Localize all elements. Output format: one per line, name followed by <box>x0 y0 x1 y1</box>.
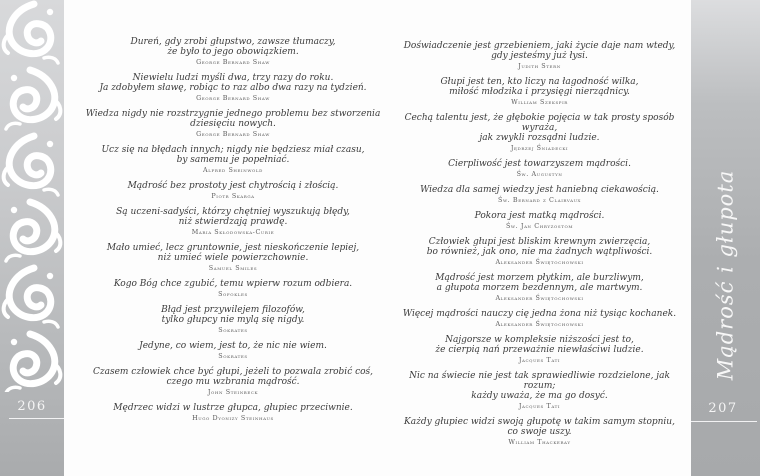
quote-line: czego mu wzbrania mądrość. <box>166 377 300 387</box>
quote-author: Aleksander Świętochowski <box>495 320 584 328</box>
quote-block <box>392 185 687 204</box>
quote-block <box>392 211 687 230</box>
quote-block <box>392 237 687 266</box>
quote-block <box>82 305 384 334</box>
quote-author: Sokrates <box>218 352 248 360</box>
quote-block <box>82 181 384 200</box>
quote-line: Pokora jest matką mądrości. <box>474 211 605 221</box>
quote-line: dziesięciu nowych. <box>190 119 276 129</box>
quote-line: niż stwierdzają prawdę. <box>178 217 288 227</box>
quote-line: bo również, jak ono, nie ma żadnych wątpliwości. <box>426 247 653 257</box>
page-spread-content <box>64 0 691 476</box>
quote-author: Św. Augustyn <box>516 170 563 178</box>
quote-block <box>82 279 384 298</box>
quote-block <box>392 273 687 302</box>
quote-block <box>82 145 384 174</box>
quote-line: Człowiek głupi jest bliskim krewnym zwierzęcia, <box>428 237 651 247</box>
quote-line: Są uczeni-sadyści, którzy chętniej wyszukują błędy, <box>116 207 350 217</box>
quote-line: Głupi jest ten, kto liczy na łagodność wilka, <box>440 77 639 87</box>
quote-line: gdy jesteśmy już łysi. <box>491 51 588 61</box>
quote-author: Jacques Tati <box>518 402 561 410</box>
quote-line: że cierpią nań przeważnie niewłaściwi ludzie. <box>435 345 644 355</box>
quote-line: by samemu je popełniać. <box>176 155 290 165</box>
quote-block <box>392 417 687 446</box>
quote-line: Ucz się na błędach innych; nigdy nie będziesz miał czasu, <box>101 145 365 155</box>
quote-line: Błąd jest przywilejem filozofów, <box>161 305 305 315</box>
page-number-rule-left <box>9 418 64 419</box>
quote-author: Judith Stern <box>518 62 561 70</box>
quote-block <box>82 367 384 396</box>
spine-title-wrap <box>691 150 760 400</box>
quote-block <box>392 335 687 364</box>
quote-block <box>392 41 687 70</box>
quote-line: Wiedza dla samej wiedzy jest haniebną ciekawością. <box>420 185 659 195</box>
quote-author: William Szekspir <box>511 98 568 106</box>
quote-author: Hugo Dyonizy Steinhaus <box>192 414 274 422</box>
quote-block <box>392 371 687 410</box>
quote-line: Wiedza nigdy nie rozstrzygnie jednego problemu bez stworzenia <box>85 109 381 119</box>
floral-flourish-icon <box>0 0 64 392</box>
quote-author: William Thackeray <box>508 438 571 446</box>
quote-author: George Bernard Shaw <box>196 58 270 66</box>
quote-block <box>82 37 384 66</box>
left-page-quotes <box>82 37 384 422</box>
quote-author: Jędrzej Śniadecki <box>510 144 569 152</box>
quote-line: Mądrość jest morzem płytkim, ale burzliwym, <box>435 273 644 283</box>
quote-line: Dureń, gdy zrobi głupstwo, zawsze tłumaczy, <box>130 37 336 47</box>
quote-line: każdy uważa, że ma go dosyć. <box>471 391 608 401</box>
quote-line: a głupota morzem bezdennym, ale martwym. <box>436 283 643 293</box>
quote-line: Najgorsze w kompleksie niższości jest to, <box>445 335 634 345</box>
quote-line: miłość młodzika i przysięgi nierządnicy. <box>449 87 630 97</box>
quote-author: Sokrates <box>218 326 248 334</box>
quote-author: Maria Skłodowska-Curie <box>191 228 275 236</box>
quote-block <box>392 159 687 178</box>
quote-line: Jedyne, co wiem, jest to, że nic nie wiem. <box>139 341 327 351</box>
quote-author: George Bernard Shaw <box>196 130 270 138</box>
quote-line: Kogo Bóg chce zgubić, temu wpierw rozum odbiera. <box>113 279 353 289</box>
page-number-right: 207 <box>708 401 738 416</box>
quote-line: że było to jego obowiązkiem. <box>167 47 299 57</box>
quote-author: Św. Jan Chryzostom <box>505 222 574 230</box>
quote-line: Mało umieć, lecz gruntownie, jest nieskończenie lepiej, <box>106 243 360 253</box>
quote-author: Piotr Skarga <box>211 192 255 200</box>
quote-line: Więcej mądrości nauczy cię jedna żona niż tysiąc kochanek. <box>402 309 677 319</box>
quote-block <box>392 309 687 328</box>
quote-block <box>82 109 384 138</box>
right-page-quotes <box>392 41 687 446</box>
quote-line: niż umieć wiele powierzchownie. <box>157 253 309 263</box>
quote-block <box>82 207 384 236</box>
quote-line: Mędrzec widzi w lustrze głupca, głupiec przeciwnie. <box>113 403 353 413</box>
quote-block <box>82 403 384 422</box>
quote-author: George Bernard Shaw <box>196 94 270 102</box>
quote-line: jak zwykli rozsądni ludzie. <box>479 133 600 143</box>
quote-line: Mądrość bez prostoty jest chytrością i złością. <box>127 181 339 191</box>
quote-author: Alfred Sheinwold <box>203 166 263 174</box>
quote-line: Ja zdobyłem sławę, robiąc to raz albo dwa razy na tydzień. <box>99 83 367 93</box>
left-page <box>64 0 390 476</box>
quote-line: tylko głupcy nie mylą się nigdy. <box>161 315 305 325</box>
quote-block <box>82 243 384 272</box>
page-number-rule-right <box>691 421 757 422</box>
quote-line: Każdy głupiec widzi swoją głupotę w takim samym stopniu, <box>404 417 675 427</box>
quote-author: Aleksander Świętochowski <box>495 258 584 266</box>
quote-author: Samuel Smiles <box>208 264 258 272</box>
right-page <box>390 0 691 476</box>
quote-author: John Steinbeck <box>207 388 259 396</box>
quote-line: Czasem człowiek chce być głupi, jeżeli to pozwala zrobić coś, <box>92 367 374 377</box>
quote-block <box>82 341 384 360</box>
quote-author: Aleksander Świętochowski <box>495 294 584 302</box>
quote-block <box>392 77 687 106</box>
quote-line: Cierpliwość jest towarzyszem mądrości. <box>448 159 631 169</box>
quote-line: Cechą talentu jest, że głębokie pojęcia w tak prosty sposób wyraża, <box>404 113 675 133</box>
quote-line: co swoje uszy. <box>507 427 572 437</box>
quote-line: Nic na świecie nie jest tak sprawiedliwie rozdzielone, jak rozum; <box>409 371 670 391</box>
chapter-title-vertical: Mądrość i głupota <box>713 169 738 381</box>
quote-block <box>392 113 687 152</box>
quote-author: Sofokles <box>218 290 248 298</box>
page-number-left: 206 <box>17 399 47 414</box>
quote-author: Jacques Tati <box>518 356 561 364</box>
quote-line: Niewielu ludzi myśli dwa, trzy razy do roku. <box>132 73 334 83</box>
quote-line: Doświadczenie jest grzebieniem, jaki życie daje nam wtedy, <box>403 41 676 51</box>
quote-block <box>82 73 384 102</box>
quote-author: Św. Bernard z Clairvaux <box>497 196 582 204</box>
